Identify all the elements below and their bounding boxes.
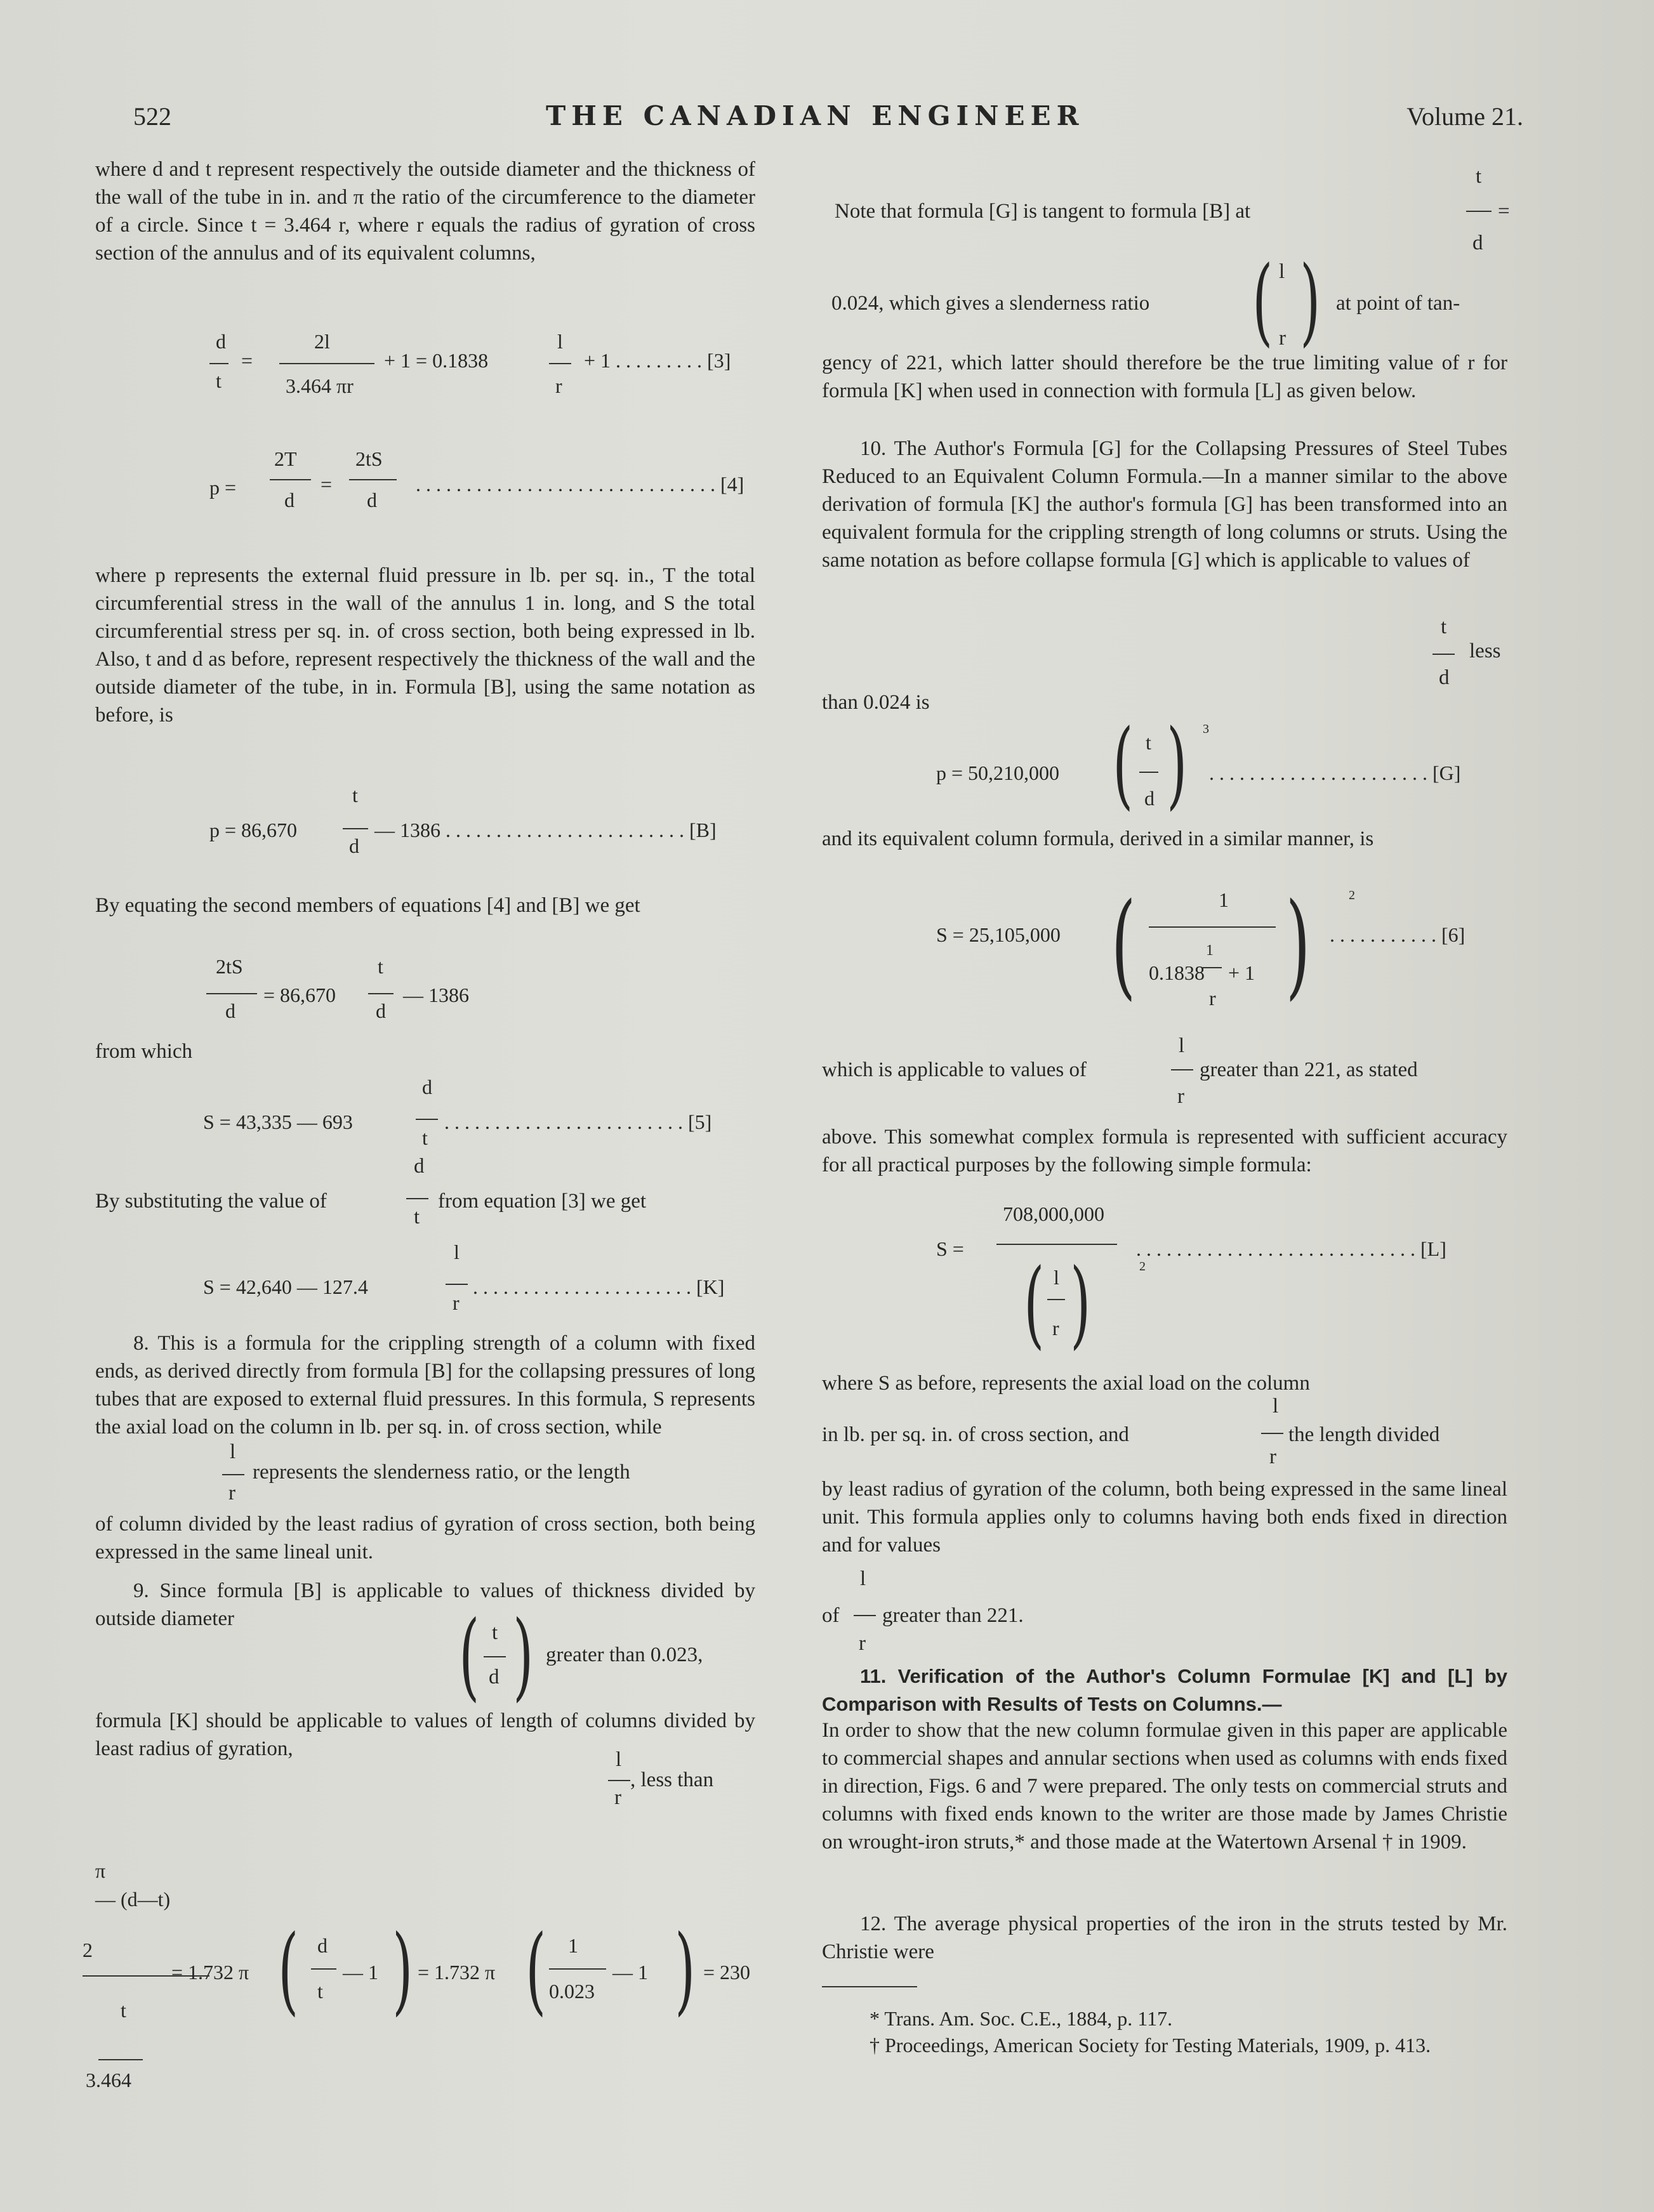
paragraph-less-than: t d less: [822, 616, 1507, 692]
paragraph-length-divided: in lb. per sq. in. of cross section, and l r the length divided: [822, 1395, 1440, 1468]
paragraph-greater: of l r greater than 221.: [822, 1567, 1024, 1655]
paragraph-thickness-ratio: ( t d ) greater than 0.023,: [459, 1601, 703, 1711]
paragraph: 10. The Author's Formula [G] for the Collapsing Pressures of Steel Tubes Reduced to an Equivalent Column Formula.—In a manner similar to the above derivation of formula [K] the author's formula [G] has been transformed into an equivalent formula for the crippling strength of long columns or struts. Using the same notation as before collapse formula [G] which is applicable to values of: [822, 437, 1507, 572]
section-heading: 11. Verification of the Author's Column Formulae [K] and [L] by Comparison with Results of Tests on Columns.—: [822, 1665, 1507, 1715]
page-header: [133, 95, 1523, 146]
paragraph: By equating the second members of equations [4] and [B] we get: [95, 894, 640, 917]
paragraph: gency of 221, which latter should therefore be the true limiting value of r for formula [K] when used in connection with formula [L] as given below.: [822, 352, 1507, 402]
paragraph: than 0.024 is: [822, 691, 930, 714]
equation-L: S = 708,000,000 . . . . . . . . . . . . . . . . . . . . . . . . . . . . [L] ( l r ) 2: [936, 1202, 1446, 1359]
paragraph-slenderness: l r represents the slenderness ratio, or the length: [95, 1459, 755, 1529]
paragraph: In order to show that the new column formulae given in this paper are applicable to commercial shapes and annular sections when used as columns with ends fixed in direction, Figs. 6 and 7 were prepared. The only tests on commercial struts and columns with fixed ends known to the writer are those made by James Christie on wrought-iron struts,* and those made at the Watertown Arsenal † in 1909.: [822, 1719, 1507, 1853]
equation-G: p = 50,210,000 ( t d ) 3 . . . . . . . . . . . . . . . . . . . . . . [G]: [936, 709, 1461, 820]
paragraph: 8. This is a formula for the crippling strength of a column with fixed ends, as derived directly from formula [B] for the collapsing pressures of long tubes that are exposed to external fluid pressures. In this formula, S represents the axial load on the column in lb. per sq. in. of cross section, while: [95, 1332, 755, 1438]
paragraph-slenderness-ratio: 0.024, which gives a slenderness ratio ( l r ) at point of tan-: [831, 246, 1460, 357]
paragraph: of column divided by the least radius of gyration of cross section, both being expressed in the same lineal unit.: [95, 1513, 755, 1564]
equation-4: p = 2T d = 2tS d . . . . . . . . . . . . . . . . . . . . . . . . . . . . . . [4]: [209, 447, 744, 511]
page-number: 522: [133, 102, 171, 131]
equation-K: S = 42,640 — 127.4 l r . . . . . . . . . . . . . . . . . . . . . . [K]: [203, 1241, 725, 1314]
left-column: [83, 152, 755, 2119]
footnote: † Proceedings, American Society for Testing Materials, 1909, p. 413.: [870, 2034, 1431, 2057]
equation-3: d t = 2l 3.464 πr + 1 = 0.1838 l r + 1 . . . . . . . . . [3]: [95, 330, 755, 406]
paragraph: where S as before, represents the axial load on the column: [822, 1372, 1310, 1395]
paragraph: where d and t represent respectively the outside diameter and the thickness of the wall of the tube in in. and π the ratio of the circumference to the diameter of a circle. Since t = 3.464 r, where r equals the radius of gyration of cross section of the annulus and of its equivalent columns,: [95, 158, 755, 265]
paragraph-applicable: l r which is applicable to values of greater than 221, as stated: [822, 1034, 1418, 1108]
journal-title: THE CANADIAN ENGINEER: [546, 100, 1085, 131]
volume-label: Volume 21.: [1406, 102, 1523, 131]
paragraph: and its equivalent column formula, derived in a similar manner, is: [822, 827, 1374, 850]
paragraph: above. This somewhat complex formula is represented with sufficient accuracy for all practical purposes by the following simple formula:: [822, 1126, 1507, 1176]
equation-equating: 2tS d = 86,670 t d — 1386: [95, 955, 755, 1031]
paragraph: formula [K] should be applicable to values of length of columns divided by least radius of gyration,: [95, 1709, 755, 1760]
equation-5: S = 43,335 — 693 d t . . . . . . . . . . . . . . . . . . . . . . . . [5]: [203, 1076, 712, 1149]
paragraph-substitution: By substituting the value of d t from equation [3] we get: [95, 1155, 647, 1228]
footnote: * Trans. Am. Soc. C.E., 1884, p. 117.: [870, 2007, 1173, 2030]
paragraph: from which: [95, 1040, 193, 1063]
equation-limit: π — (d—t) 2 t 3.464 = 1.732 π ( d t — 1 ) = 1.732 π ( 1 0.023 — 1 ) = 230: [83, 1859, 751, 2091]
paragraph-length-ratio: l r , less than: [95, 1748, 755, 1818]
paragraph-tangent: Note that formula [G] is tangent to formula [B] at t d =: [835, 165, 1510, 254]
paragraph: 12. The average physical properties of the iron in the struts tested by Mr. Christie were: [822, 1912, 1507, 1963]
paragraph: 9. Since formula [B] is applicable to values of thickness divided by outside diameter: [95, 1579, 755, 1630]
paragraph: where p represents the external fluid pressure in lb. per sq. in., T the total circumferential stress in the wall of the annulus 1 in. long, and S the total circumferential stress per sq. in. of cross section, both being expressed in lb. Also, t and d as before, represent respectively the thickness of the wall and the outside diameter of the tube, in in. Formula [B], using the same notation as before, is: [95, 564, 755, 727]
right-column: [822, 152, 1510, 2119]
equation-B: p = 86,670 t d — 1386 . . . . . . . . . . . . . . . . . . . . . . . . [B]: [209, 784, 717, 857]
paragraph: by least radius of gyration of the column, both being expressed in the same lineal unit. This formula applies only to columns having both ends fixed in direction and for values: [822, 1478, 1507, 1557]
footnote-rule: [822, 1986, 917, 1987]
equation-6: S = 25,105,000 ( 1 1 0.1838 + 1 r ) 2 . . . . . . . . . . . [6]: [936, 879, 1465, 1011]
